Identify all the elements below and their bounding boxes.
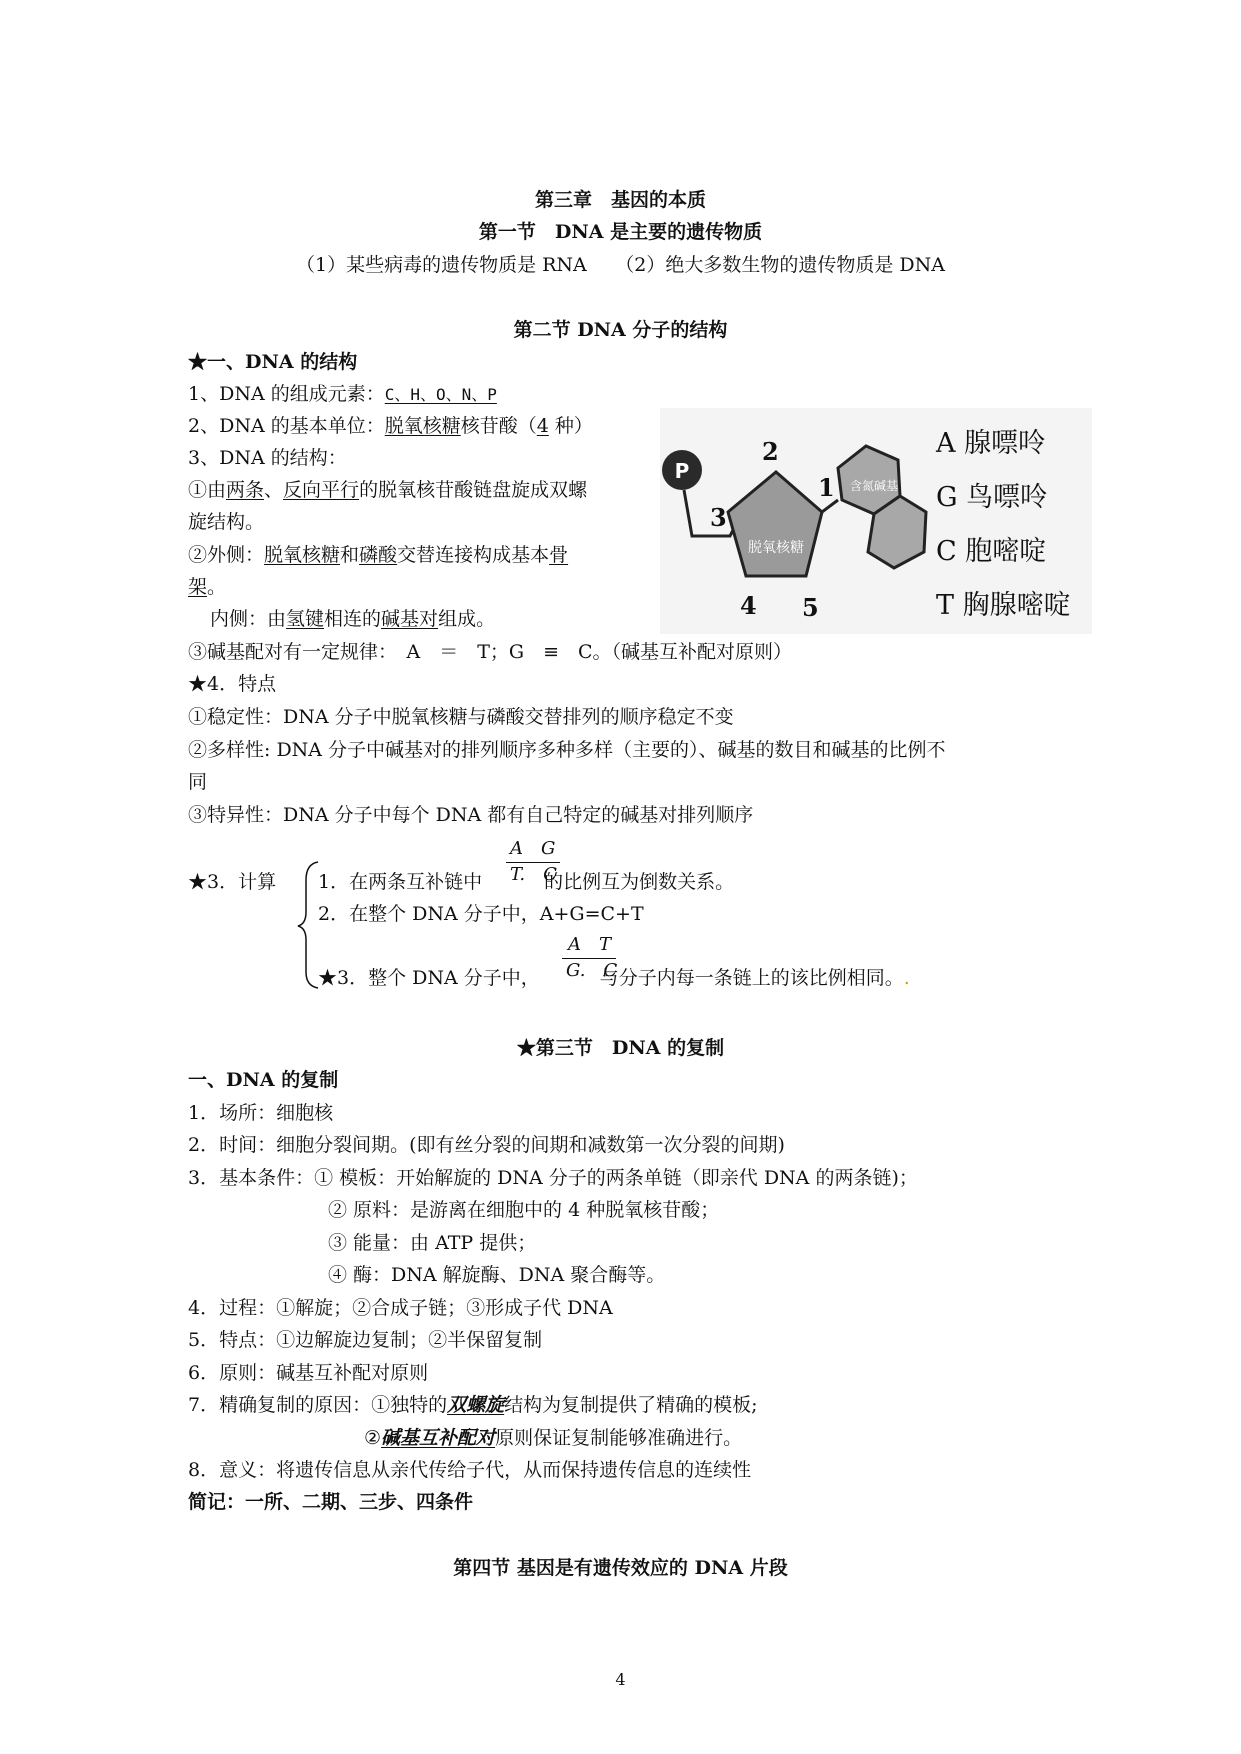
structure-line-5: 旋结构。 [188, 511, 265, 533]
legend-guanine: G 鸟嘌呤 [936, 482, 1048, 513]
structure-line-8: 内侧：由氢键相连的碱基对组成。 [210, 608, 496, 630]
replication-principle: 6．原则：碱基互补配对原则 [188, 1362, 429, 1384]
legend-adenine: A 腺嘌呤 [936, 428, 1046, 459]
phosphate-label: P [674, 459, 690, 483]
condition-raw-material: ② 原料：是游离在细胞中的 4 种脱氧核苷酸； [328, 1199, 720, 1221]
legend-thymine: T 胸腺嘧啶 [936, 590, 1071, 621]
carbon-4-number: 4 [740, 591, 757, 620]
dna-structure-heading: ★一、DNA 的结构 [188, 351, 358, 373]
chapter-title: 第三章 基因的本质 [534, 189, 706, 211]
section4-title: 第四节 基因是有遗传效应的 DNA 片段 [453, 1557, 788, 1579]
carbon-1-number: 1 [818, 473, 835, 502]
calc-line-3: ★3．整个 DNA 分子中， 与分子内每一条链上的该比例相同。. [318, 967, 910, 989]
structure-line-4: ①由两条、反向平行的脱氧核苷酸链盘旋成双螺 [188, 479, 588, 501]
nucleotide-diagram [660, 408, 1092, 634]
replication-accuracy: 7．精确复制的原因：①独特的双螺旋结构为复制提供了精确的模板; [188, 1394, 758, 1416]
deoxyribose-label: 脱氧核糖 [748, 540, 804, 556]
calc-1-fraction-bar [506, 862, 560, 863]
calc-1-numerator: A G [510, 838, 556, 859]
section1-title: 第一节 DNA 是主要的遗传物质 [478, 221, 763, 243]
page-number: 4 [615, 1670, 626, 1689]
replication-conditions: 3．基本条件：① 模板：开始解旋的 DNA 分子的两条单链（即亲代 DNA 的两条链)； [188, 1167, 918, 1189]
features-heading: ★4．特点 [188, 673, 277, 695]
condition-energy: ③ 能量：由 ATP 提供； [328, 1232, 537, 1254]
feature-diversity-cont: 同 [188, 771, 208, 793]
calc-3-numerator: A T [568, 934, 612, 955]
replication-process: 4．过程：①解旋；②合成子链；③形成子代 DNA [188, 1297, 613, 1319]
base-label: 含氮碱基 [849, 479, 899, 493]
section2-title: 第二节 DNA 分子的结构 [513, 319, 728, 341]
calc-3-denominator: G. C [566, 960, 618, 981]
structure-line-1: 1、DNA 的组成元素：C、H、O、N、P [188, 383, 497, 405]
carbon-5-number: 5 [802, 593, 819, 622]
calc-line-2: 2．在整个 DNA 分子中，A+G=C+T [318, 903, 644, 925]
base-pairing-rule: ③碱基配对有一定规律： A ＝ T；G ≡ C。（碱基互补配对原则） [188, 641, 793, 663]
replication-features: 5．特点：①边解旋边复制；②半保留复制 [188, 1329, 543, 1351]
condition-enzymes: ④ 酶：DNA 解旋酶、DNA 聚合酶等。 [328, 1264, 666, 1286]
replication-significance: 8．意义：将遗传信息从亲代传给子代，从而保持遗传信息的连续性 [188, 1459, 752, 1481]
carbon-3-number: 3 [710, 503, 727, 532]
calc-line-1: 1．在两条互补链中 的比例互为倒数关系。 [318, 871, 735, 893]
legend-cytosine: C 胞嘧啶 [936, 536, 1047, 567]
replication-site: 1．场所：细胞核 [188, 1102, 334, 1124]
section3-title: ★第三节 DNA 的复制 [516, 1037, 725, 1059]
replication-heading: 一、DNA 的复制 [188, 1069, 339, 1091]
structure-line-3: 3、DNA 的结构： [188, 447, 347, 469]
section1-line: （1）某些病毒的遗传物质是 RNA （2）绝大多数生物的遗传物质是 DNA [296, 254, 945, 276]
structure-line-2: 2、DNA 的基本单位：脱氧核糖核苷酸（4 种） [188, 415, 593, 437]
replication-time: 2．时间：细胞分裂间期。(即有丝分裂的间期和减数第一次分裂的间期) [188, 1134, 785, 1156]
calc-3-fraction-bar [562, 958, 616, 959]
feature-diversity: ②多样性: DNA 分子中碱基对的排列顺序多种多样（主要的）、碱基的数目和碱基的比例不 [188, 739, 946, 761]
memo-line: 简记：一所、二期、三步、四条件 [188, 1491, 474, 1513]
calc-label: ★3．计算 [188, 871, 277, 893]
carbon-2-number: 2 [762, 437, 779, 466]
replication-accuracy-2: ②碱基互补配对原则保证复制能够准确进行。 [364, 1427, 743, 1449]
feature-specificity: ③特异性：DNA 分子中每个 DNA 都有自己特定的碱基对排列顺序 [188, 804, 754, 826]
feature-stability: ①稳定性：DNA 分子中脱氧核糖与磷酸交替排列的顺序稳定不变 [188, 706, 734, 728]
structure-line-6: ②外侧：脱氧核糖和磷酸交替连接构成基本骨 [188, 544, 569, 566]
structure-line-7: 架。 [188, 576, 227, 598]
calc-1-denominator: T. C [510, 864, 557, 885]
